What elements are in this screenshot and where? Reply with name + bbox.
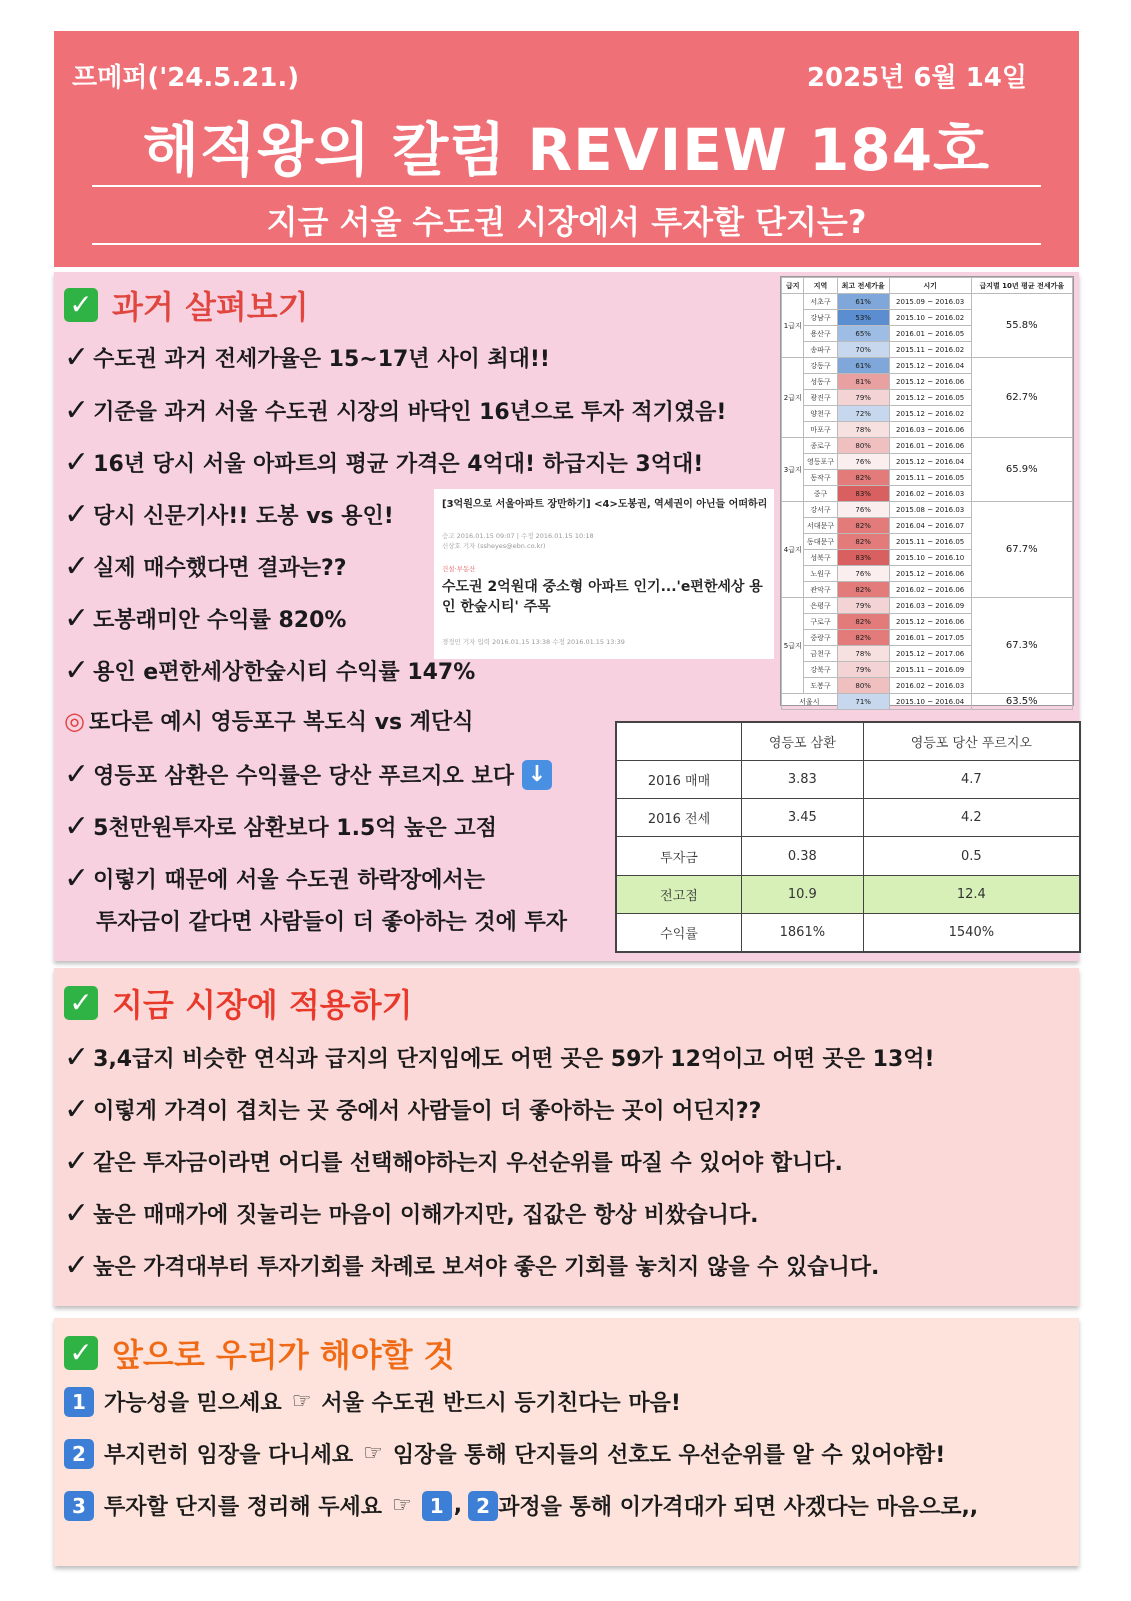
table-row — [782, 294, 1073, 310]
region-cell: 구로구 — [804, 614, 837, 630]
region-cell: 도봉구 — [804, 678, 837, 694]
avg-cell: 55.8% — [971, 294, 1072, 358]
region-cell: 동대문구 — [804, 534, 837, 550]
section-title-apply — [64, 980, 413, 1026]
region-cell: 서대문구 — [804, 518, 837, 534]
rate-cell: 61% — [837, 358, 889, 374]
item-text: 이렇게 가격이 겹치는 곳 중에서 사람들이 더 좋아하는 곳이 어딘지?? — [93, 1099, 762, 1124]
column-header: 지역 — [804, 278, 837, 294]
region-cell: 서초구 — [804, 294, 837, 310]
rate-cell: 82% — [837, 518, 889, 534]
period-cell: 2015.12 ~ 2016.06 — [889, 614, 971, 630]
region-cell: 성동구 — [804, 374, 837, 390]
header-banner — [54, 31, 1079, 267]
period-cell: 2016.02 ~ 2016.03 — [889, 486, 971, 502]
table-row-total — [782, 694, 1073, 710]
page-subtitle: 지금 서울 수도권 시장에서 투자할 단지는? — [266, 203, 867, 241]
item-text: 기준을 과거 서울 수도권 시장의 바닥인 16년으로 투자 적기였음! — [93, 400, 727, 425]
period-cell: 2015.11 ~ 2016.02 — [889, 342, 971, 358]
table-row — [782, 438, 1073, 454]
period-cell: 2016.04 ~ 2016.07 — [889, 518, 971, 534]
item-text: 부지런히 임장을 다니세요 — [104, 1443, 354, 1468]
rate-cell: 76% — [837, 454, 889, 470]
header-date: 2025년 6월 14일 — [806, 63, 1027, 93]
down-arrow-icon: ↓ — [522, 760, 552, 790]
period-cell: 2015.11 ~ 2016.05 — [889, 470, 971, 486]
check-mark-icon: ✓ — [64, 1336, 98, 1370]
rate-cell: 72% — [837, 406, 889, 422]
rate-cell: 82% — [837, 470, 889, 486]
period-cell: 2015.12 ~ 2016.04 — [889, 358, 971, 374]
news-meta: 승고 2016.01.15 09:07 | 수정 2016.01.15 10:18 — [442, 532, 594, 540]
avg-cell: 63.5% — [971, 694, 1072, 710]
table-row — [617, 723, 1080, 761]
region-cell: 노원구 — [804, 566, 837, 582]
check-mark-icon: ✓ — [64, 986, 98, 1020]
table-row — [617, 837, 1080, 875]
period-cell: 2015.12 ~ 2016.04 — [889, 454, 971, 470]
number-1-icon: 1 — [64, 1387, 94, 1417]
period-cell: 2015.12 ~ 2016.06 — [889, 374, 971, 390]
region-cell: 영등포구 — [804, 454, 837, 470]
check-mark-icon: ✓ — [64, 288, 98, 322]
tier-cell: 3급지 — [782, 438, 804, 502]
list-item-continuation — [96, 905, 567, 936]
item-text: 3,4급지 비슷한 연식과 급지의 단지임에도 어떤 곳은 59가 12억이고 어떤 곳은 13억! — [93, 1047, 935, 1072]
rate-cell: 78% — [837, 422, 889, 438]
rate-cell: 80% — [837, 438, 889, 454]
section-apply-now — [54, 968, 1079, 1306]
list-item — [64, 601, 346, 636]
news-meta: 경정민 기자 입력 2016.01.15 13:38 수정 2016.01.15 13:39 — [442, 638, 625, 646]
table-cell: 12.4 — [863, 875, 1079, 913]
rate-cell: 79% — [837, 390, 889, 406]
rate-cell: 82% — [837, 614, 889, 630]
check-icon: ✓ — [64, 757, 90, 792]
table-row — [782, 358, 1073, 374]
list-item — [64, 861, 485, 896]
list-item — [64, 1144, 843, 1179]
check-icon: ✓ — [64, 653, 90, 688]
rate-cell: 80% — [837, 678, 889, 694]
header-source: 프메퍼('24.5.21.) — [72, 63, 300, 93]
region-cell: 중구 — [804, 486, 837, 502]
check-icon: ✓ — [64, 445, 90, 480]
table-row — [617, 913, 1080, 951]
avg-cell: 67.7% — [971, 502, 1072, 598]
list-item — [64, 1092, 761, 1127]
list-item — [64, 445, 703, 480]
item-text: 5천만원투자로 삼환보다 1.5억 높은 고점 — [93, 816, 497, 841]
number-1-icon: 1 — [422, 1491, 452, 1521]
table-cell: 3.83 — [742, 761, 864, 799]
check-icon: ✓ — [64, 549, 90, 584]
table-cell: 1861% — [742, 913, 864, 951]
list-item — [64, 1196, 759, 1231]
rate-cell: 81% — [837, 374, 889, 390]
tier-cell: 1급지 — [782, 294, 804, 358]
rate-cell: 65% — [837, 326, 889, 342]
list-item — [64, 393, 726, 428]
region-cell: 강서구 — [804, 502, 837, 518]
row-label: 투자금 — [617, 837, 742, 875]
item-text: 높은 매매가에 짓눌리는 마음이 이해가지만, 집값은 항상 비쌌습니다. — [93, 1203, 759, 1228]
pointing-hand-icon: ☞ — [363, 1441, 383, 1466]
number-2-icon: 2 — [468, 1491, 498, 1521]
list-item — [64, 809, 497, 844]
item-text: 도봉래미안 수익률 820% — [93, 608, 347, 633]
section-todo — [54, 1318, 1079, 1566]
table-row — [617, 799, 1080, 837]
list-item — [64, 653, 475, 688]
region-cell: 관악구 — [804, 582, 837, 598]
table-row — [617, 761, 1080, 799]
section-title-text: 지금 시장에 적용하기 — [112, 986, 413, 1024]
list-item — [64, 340, 550, 375]
news-meta: 신상호 기자 (ssheyes@ebn.co.kr) — [442, 542, 546, 550]
section-title-text: 앞으로 우리가 해야할 것 — [112, 1336, 455, 1374]
table-header-row — [782, 278, 1073, 294]
list-item — [64, 757, 552, 792]
check-icon: ✓ — [64, 601, 90, 636]
news-title: 수도권 2억원대 중소형 아파트 인기...'e편한세상 용인 한숲시티' 주목 — [442, 579, 763, 615]
divider — [92, 243, 1041, 245]
period-cell: 2015.12 ~ 2016.05 — [889, 390, 971, 406]
period-cell: 2016.02 ~ 2016.03 — [889, 678, 971, 694]
news-headline: [3억원으로 서울아파트 장만하기] <4>도봉권, 역세권이 아닌들 어떠하리 — [442, 499, 768, 510]
period-cell: 2015.11 ~ 2016.05 — [889, 534, 971, 550]
region-cell: 광진구 — [804, 390, 837, 406]
item-text: 서울 수도권 반드시 등기친다는 마음! — [321, 1391, 681, 1416]
table-cell: 1540% — [863, 913, 1079, 951]
item-text: 투자할 단지를 정리해 두세요 — [104, 1495, 383, 1520]
period-cell: 2015.10 ~ 2016.04 — [889, 694, 971, 710]
rate-cell: 61% — [837, 294, 889, 310]
table-cell: 4.7 — [863, 761, 1079, 799]
item-text: 가능성을 믿으세요 — [104, 1391, 282, 1416]
todo-item-1 — [64, 1386, 681, 1417]
item-text: 용인 e편한세상한숲시티 수익률 147% — [93, 660, 476, 685]
news-tag: 건설·부동산 — [442, 565, 476, 573]
table-cell: 4.2 — [863, 799, 1079, 837]
news-clipping — [434, 489, 774, 659]
tier-cell: 4급지 — [782, 502, 804, 598]
avg-cell: 67.3% — [971, 598, 1072, 694]
check-icon: ✓ — [64, 393, 90, 428]
table-cell: 영등포 당산 푸르지오 — [863, 723, 1079, 761]
period-cell: 2015.09 ~ 2016.03 — [889, 294, 971, 310]
table-cell: 0.38 — [742, 837, 864, 875]
list-item — [64, 705, 473, 736]
page-title: 해적왕의 칼럼 REVIEW 184호 — [142, 116, 991, 184]
section-title-text: 과거 살펴보기 — [112, 288, 309, 326]
region-cell: 송파구 — [804, 342, 837, 358]
period-cell: 2015.12 ~ 2016.02 — [889, 406, 971, 422]
item-text: 투자금이 같다면 사람들이 더 좋아하는 것에 투자 — [96, 910, 567, 935]
number-2-icon: 2 — [64, 1439, 94, 1469]
item-text: 16년 당시 서울 아파트의 평균 가격은 4억대! 하급지는 3억대! — [93, 452, 704, 477]
column-header: 급지 — [782, 278, 804, 294]
row-label: 2016 매매 — [617, 761, 742, 799]
item-text: 또다른 예시 영등포구 복도식 vs 계단식 — [88, 710, 474, 735]
period-cell: 2016.03 ~ 2016.06 — [889, 422, 971, 438]
check-icon: ✓ — [64, 1092, 90, 1127]
period-cell: 2015.08 ~ 2016.03 — [889, 502, 971, 518]
region-cell: 용산구 — [804, 326, 837, 342]
jeonse-rate-grid — [781, 277, 1073, 710]
period-cell: 2016.01 ~ 2016.05 — [889, 326, 971, 342]
tier-cell: 5급지 — [782, 598, 804, 694]
check-icon: ✓ — [64, 1040, 90, 1075]
column-header: 시기 — [889, 278, 971, 294]
item-text: 임장을 통해 단지들의 선호도 우선순위를 알 수 있어야함! — [392, 1443, 946, 1468]
table-row — [617, 875, 1080, 913]
check-icon: ✓ — [64, 497, 90, 532]
column-header: 급지별 10년 평균 전세가율 — [971, 278, 1072, 294]
period-cell: 2016.01 ~ 2017.05 — [889, 630, 971, 646]
region-cell: 종로구 — [804, 438, 837, 454]
period-cell: 2015.12 ~ 2016.06 — [889, 566, 971, 582]
number-3-icon: 3 — [64, 1491, 94, 1521]
period-cell: 2015.10 ~ 2016.02 — [889, 310, 971, 326]
period-cell: 2015.11 ~ 2016.09 — [889, 662, 971, 678]
comparison-table — [615, 721, 1081, 953]
period-cell: 2016.03 ~ 2016.09 — [889, 598, 971, 614]
period-cell: 2016.02 ~ 2016.06 — [889, 582, 971, 598]
region-cell: 양천구 — [804, 406, 837, 422]
pointing-hand-icon: ☞ — [291, 1389, 312, 1414]
todo-item-2 — [64, 1438, 945, 1469]
region-cell: 금천구 — [804, 646, 837, 662]
rate-cell: 79% — [837, 662, 889, 678]
section-title-todo — [64, 1330, 455, 1376]
rate-cell: 82% — [837, 534, 889, 550]
rate-cell: 83% — [837, 486, 889, 502]
row-label: 수익률 — [617, 913, 742, 951]
table-row — [782, 502, 1073, 518]
table-cell: 영등포 삼환 — [742, 723, 864, 761]
todo-item-3 — [64, 1490, 978, 1521]
rate-cell: 76% — [837, 502, 889, 518]
item-text: 수도권 과거 전세가율은 15~17년 사이 최대!! — [93, 347, 550, 372]
row-label — [617, 723, 742, 761]
item-text: 당시 신문기사!! 도봉 vs 용인! — [93, 504, 394, 529]
rate-cell: 78% — [837, 646, 889, 662]
table-cell: 3.45 — [742, 799, 864, 837]
tier-cell: 2급지 — [782, 358, 804, 438]
check-icon: ✓ — [64, 1248, 90, 1283]
region-cell: 강북구 — [804, 662, 837, 678]
rate-cell: 71% — [837, 694, 889, 710]
check-icon: ✓ — [64, 1144, 90, 1179]
section-title-past — [64, 282, 309, 328]
item-text: 높은 가격대부터 투자기회를 차례로 보셔야 좋은 기회를 놓치지 않을 수 있습니다. — [93, 1255, 880, 1280]
rate-cell: 76% — [837, 566, 889, 582]
region-cell: 강남구 — [804, 310, 837, 326]
period-cell: 2015.12 ~ 2017.06 — [889, 646, 971, 662]
check-icon: ✓ — [64, 809, 90, 844]
rate-cell: 70% — [837, 342, 889, 358]
region-cell: 마포구 — [804, 422, 837, 438]
check-icon: ✓ — [64, 861, 90, 896]
comma: , — [453, 1493, 463, 1518]
column-header: 최고 전세가율 — [837, 278, 889, 294]
list-item — [64, 497, 394, 532]
table-cell: 0.5 — [863, 837, 1079, 875]
region-cell: 강동구 — [804, 358, 837, 374]
region-cell: 동작구 — [804, 470, 837, 486]
item-text: 영등포 삼환은 수익률은 당산 푸르지오 보다 — [93, 764, 514, 789]
check-icon: ✓ — [64, 340, 90, 375]
comparison-grid — [616, 722, 1080, 952]
avg-cell: 65.9% — [971, 438, 1072, 502]
target-icon: ◎ — [64, 706, 85, 735]
rate-cell: 83% — [837, 550, 889, 566]
table-row — [782, 598, 1073, 614]
row-label: 전고점 — [617, 875, 742, 913]
divider — [92, 185, 1041, 187]
pointing-hand-icon: ☞ — [392, 1493, 412, 1518]
avg-cell: 62.7% — [971, 358, 1072, 438]
list-item — [64, 549, 347, 584]
item-text: 이렇기 때문에 서울 수도권 하락장에서는 — [93, 868, 486, 893]
period-cell: 2015.10 ~ 2016.10 — [889, 550, 971, 566]
item-text: 같은 투자금이라면 어디를 선택해야하는지 우선순위를 따질 수 있어야 합니다. — [93, 1151, 843, 1176]
rate-cell: 79% — [837, 598, 889, 614]
list-item — [64, 1040, 935, 1075]
region-cell: 서울시 — [782, 694, 838, 710]
region-cell: 은평구 — [804, 598, 837, 614]
row-label: 2016 전세 — [617, 799, 742, 837]
list-item — [64, 1248, 879, 1283]
rate-cell: 82% — [837, 630, 889, 646]
rate-cell: 82% — [837, 582, 889, 598]
jeonse-rate-table — [780, 276, 1074, 706]
period-cell: 2016.01 ~ 2016.06 — [889, 438, 971, 454]
item-text: 실제 매수했다면 결과는?? — [93, 556, 347, 581]
check-icon: ✓ — [64, 1196, 90, 1231]
region-cell: 중랑구 — [804, 630, 837, 646]
item-text: 과정을 통해 이가격대가 되면 사겠다는 마음으로,, — [498, 1495, 979, 1520]
rate-cell: 53% — [837, 310, 889, 326]
table-cell: 10.9 — [742, 875, 864, 913]
region-cell: 성북구 — [804, 550, 837, 566]
